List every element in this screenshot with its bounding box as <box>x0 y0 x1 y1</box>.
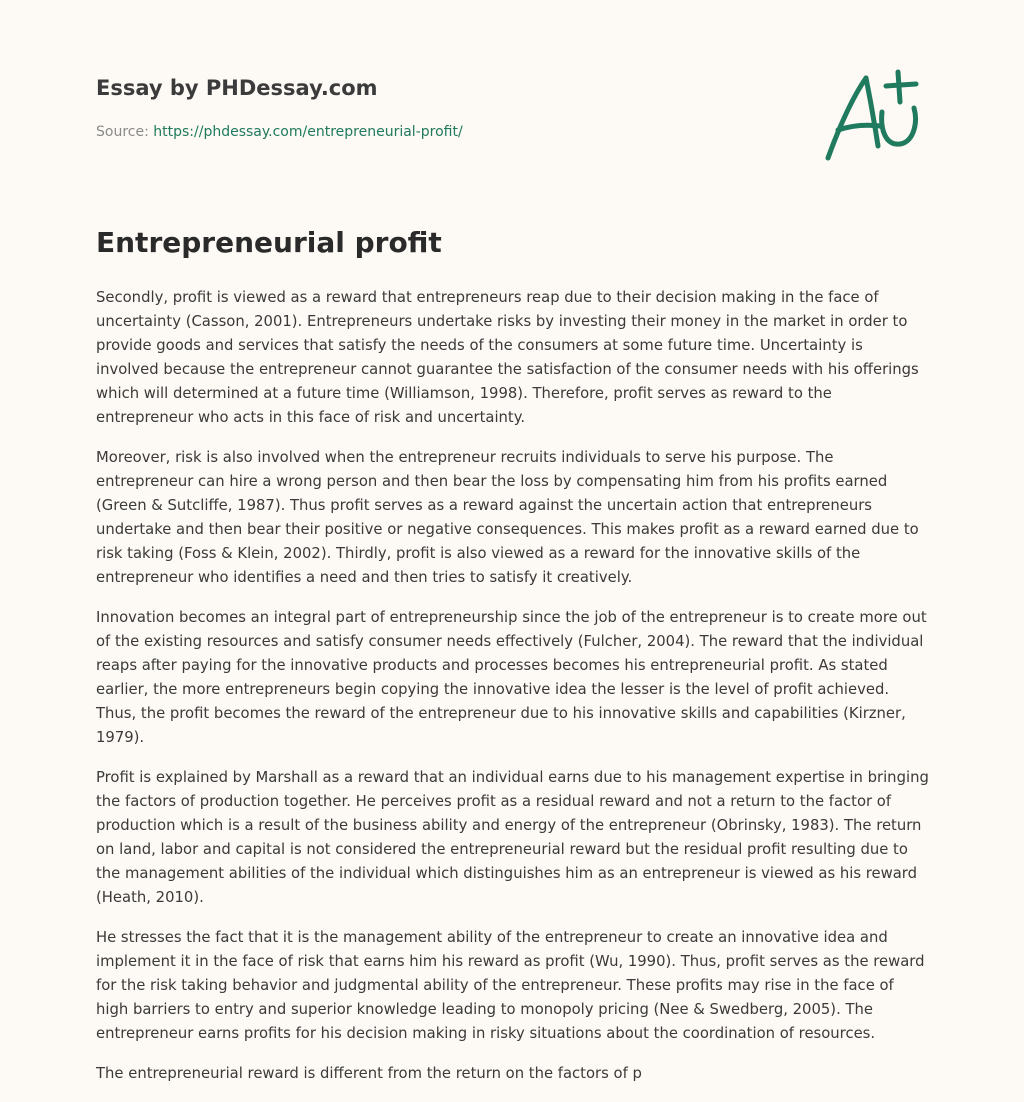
essay-paragraph: He stresses the fact that it is the management ability of the entrepreneur to create an innovative idea and implement it in the face of risk that earns him his reward as profit (Wu, 1990). Thus, profit serves as the reward for the risk taking behavior and judgmental ability of the entrepreneur. These profits may rise in the face of high barriers to entry and superior knowledge leading to monopoly pricing (Nee & Swedberg, 2005). The entrepreneur earns profits for his decision making in risky situations about the coordination of resources. <box>96 929 925 1042</box>
source-label: Source: <box>96 124 154 140</box>
site-title: Essay by PHDessay.com <box>96 76 378 100</box>
source-line <box>96 124 463 140</box>
essay-title: Entrepreneurial profit <box>96 226 442 259</box>
essay-paragraph: Moreover, risk is also involved when the entrepreneur recruits individuals to serve his purpose. The entrepreneur can hire a wrong person and then bear the loss by compensating him from his profits earned (Green & Sutcliffe, 1987). Thus profit serves as a reward against the uncertain action that entrepreneurs undertake and then bear their positive or negative consequences. This makes profit as a reward earned due to risk taking (Foss & Klein, 2002). Thirdly, profit is also viewed as a reward for the innovative skills of the entrepreneur who identifies a need and then tries to satisfy it creatively. <box>96 449 919 586</box>
essay-paragraph: Innovation becomes an integral part of entrepreneurship since the job of the entrepreneur is to create more out of the existing resources and satisfy consumer needs effectively (Fulcher, 2004). The reward that the individual reaps after paying for the innovative products and processes becomes his entrepreneurial profit. As stated earlier, the more entrepreneurs begin copying the innovative idea the lesser is the level of profit achieved. Thus, the profit becomes the reward of the entrepreneur due to his innovative skills and capabilities (Kirzner, 1979). <box>96 609 927 746</box>
source-link[interactable]: https://phdessay.com/entrepreneurial-profit/ <box>153 124 463 140</box>
essay-body <box>96 286 930 1102</box>
essay-paragraph: Profit is explained by Marshall as a reward that an individual earns due to his management expertise in bringing the factors of production together. He perceives profit as a residual reward and not a return to the factor of production which is a result of the business ability and energy of the entrepreneur (Obrinsky, 1983). The return on land, labor and capital is not considered the entrepreneurial reward but the residual profit resulting due to the management abilities of the individual which distinguishes him as an entrepreneur is viewed as his reward (Heath, 2010). <box>96 769 929 906</box>
a-plus-logo-icon <box>820 68 928 164</box>
essay-paragraph: The entrepreneurial reward is different from the return on the factors of p <box>96 1065 642 1082</box>
essay-paragraph: Secondly, profit is viewed as a reward that entrepreneurs reap due to their decision making in the face of uncertainty (Casson, 2001). Entrepreneurs undertake risks by investing their money in the market in order to provide goods and services that satisfy the needs of the consumers at some future time. Uncertainty is involved because the entrepreneur cannot guarantee the satisfaction of the consumer needs with his offerings which will determined at a future time (Williamson, 1998). Therefore, profit serves as reward to the entrepreneur who acts in this face of risk and uncertainty. <box>96 289 919 426</box>
